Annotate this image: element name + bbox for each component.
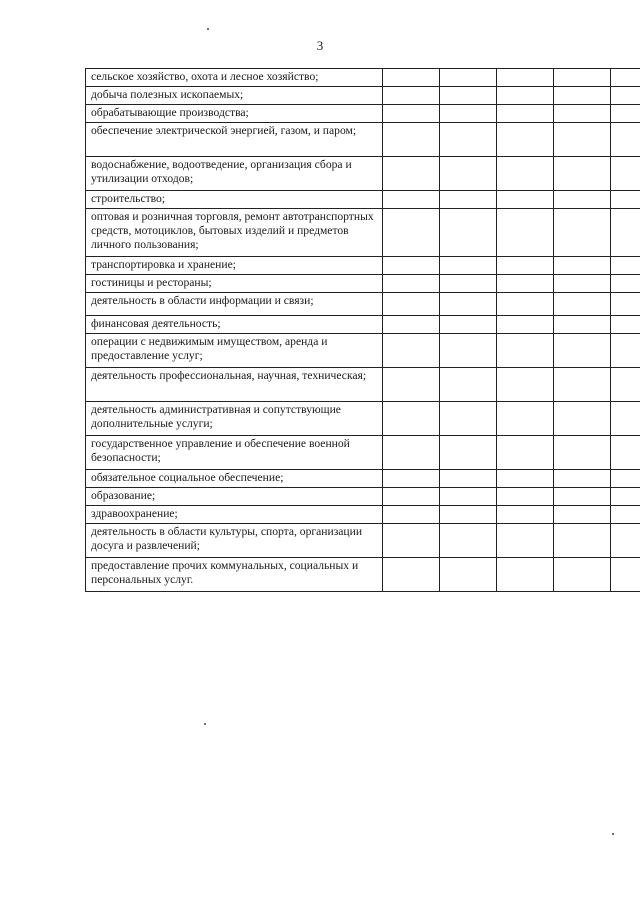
activity-label: строительство;: [86, 191, 383, 209]
empty-value-cell[interactable]: [383, 293, 440, 316]
empty-value-cell[interactable]: [554, 209, 611, 257]
table-row: [86, 275, 640, 293]
scan-speck: [207, 28, 209, 30]
empty-value-cell[interactable]: [554, 316, 611, 334]
empty-value-cell[interactable]: [383, 191, 440, 209]
empty-value-cell[interactable]: [383, 436, 440, 470]
empty-value-cell[interactable]: [611, 506, 640, 524]
empty-value-cell[interactable]: [440, 334, 497, 368]
empty-value-cell[interactable]: [554, 558, 611, 592]
empty-value-cell[interactable]: [554, 87, 611, 105]
activity-label: транспортировка и хранение;: [86, 257, 383, 275]
empty-value-cell[interactable]: [383, 69, 440, 87]
activity-label: обязательное социальное обеспечение;: [86, 470, 383, 488]
page-number: 3: [316, 38, 324, 53]
empty-value-cell[interactable]: [440, 524, 497, 558]
table-row: [86, 191, 640, 209]
scan-speck: [612, 833, 614, 835]
activity-label: водоснабжение, водоотведение, организация сбора и утилизации отходов;: [86, 157, 383, 191]
empty-value-cell[interactable]: [440, 157, 497, 191]
empty-value-cell[interactable]: [497, 293, 554, 316]
empty-value-cell[interactable]: [440, 402, 497, 436]
empty-value-cell[interactable]: [611, 334, 640, 368]
table-row: [86, 470, 640, 488]
empty-value-cell[interactable]: [611, 402, 640, 436]
empty-value-cell[interactable]: [497, 316, 554, 334]
empty-value-cell[interactable]: [554, 275, 611, 293]
empty-value-cell[interactable]: [611, 191, 640, 209]
activity-label: предоставление прочих коммунальных, социальных и персональных услуг.: [86, 558, 383, 592]
activity-label: здравоохранение;: [86, 506, 383, 524]
empty-value-cell[interactable]: [383, 334, 440, 368]
empty-value-cell[interactable]: [497, 123, 554, 157]
empty-value-cell[interactable]: [497, 257, 554, 275]
scan-speck: [204, 723, 206, 725]
table-row: [86, 209, 640, 257]
empty-value-cell[interactable]: [611, 105, 640, 123]
table-row: [86, 293, 640, 316]
empty-value-cell[interactable]: [383, 105, 440, 123]
empty-value-cell[interactable]: [383, 470, 440, 488]
empty-value-cell[interactable]: [611, 524, 640, 558]
empty-value-cell[interactable]: [554, 402, 611, 436]
empty-value-cell[interactable]: [383, 524, 440, 558]
empty-value-cell[interactable]: [611, 293, 640, 316]
empty-value-cell[interactable]: [383, 87, 440, 105]
empty-value-cell[interactable]: [611, 368, 640, 402]
empty-value-cell[interactable]: [440, 105, 497, 123]
empty-value-cell[interactable]: [440, 488, 497, 506]
table-row: [86, 257, 640, 275]
empty-value-cell[interactable]: [383, 123, 440, 157]
activities-table: [85, 68, 640, 592]
empty-value-cell[interactable]: [383, 488, 440, 506]
table-row: [86, 87, 640, 105]
empty-value-cell[interactable]: [611, 209, 640, 257]
empty-value-cell[interactable]: [554, 436, 611, 470]
activity-label: оптовая и розничная торговля, ремонт автотранспортных средств, мотоциклов, бытовых изделий и предметов личного пользования;: [86, 209, 383, 257]
empty-value-cell[interactable]: [497, 191, 554, 209]
activity-label: добыча полезных ископаемых;: [86, 87, 383, 105]
table-row: [86, 123, 640, 157]
empty-value-cell[interactable]: [497, 488, 554, 506]
table-row: [86, 316, 640, 334]
activity-label: государственное управление и обеспечение военной безопасности;: [86, 436, 383, 470]
table-row: [86, 488, 640, 506]
empty-value-cell[interactable]: [383, 368, 440, 402]
empty-value-cell[interactable]: [554, 257, 611, 275]
empty-value-cell[interactable]: [440, 368, 497, 402]
activity-label: гостиницы и рестораны;: [86, 275, 383, 293]
table-row: [86, 105, 640, 123]
empty-value-cell[interactable]: [440, 123, 497, 157]
empty-value-cell[interactable]: [611, 436, 640, 470]
empty-value-cell[interactable]: [497, 157, 554, 191]
empty-value-cell[interactable]: [383, 316, 440, 334]
empty-value-cell[interactable]: [611, 87, 640, 105]
activity-label: деятельность в области культуры, спорта, организации досуга и развлечений;: [86, 524, 383, 558]
table-row: [86, 402, 640, 436]
activity-label: обрабатывающие производства;: [86, 105, 383, 123]
empty-value-cell[interactable]: [611, 69, 640, 87]
empty-value-cell[interactable]: [383, 558, 440, 592]
empty-value-cell[interactable]: [554, 524, 611, 558]
empty-value-cell[interactable]: [440, 209, 497, 257]
activity-label: деятельность профессиональная, научная, техническая;: [86, 368, 383, 402]
empty-value-cell[interactable]: [554, 506, 611, 524]
empty-value-cell[interactable]: [383, 506, 440, 524]
table-row: [86, 368, 640, 402]
empty-value-cell[interactable]: [554, 488, 611, 506]
empty-value-cell[interactable]: [383, 157, 440, 191]
table-row: [86, 157, 640, 191]
empty-value-cell[interactable]: [554, 157, 611, 191]
empty-value-cell[interactable]: [440, 69, 497, 87]
activity-label: операции с недвижимым имуществом, аренда и предоставление услуг;: [86, 334, 383, 368]
empty-value-cell[interactable]: [497, 69, 554, 87]
activity-label: образование;: [86, 488, 383, 506]
empty-value-cell[interactable]: [611, 157, 640, 191]
activities-table-body: [86, 69, 640, 592]
empty-value-cell[interactable]: [440, 506, 497, 524]
empty-value-cell[interactable]: [383, 257, 440, 275]
empty-value-cell[interactable]: [440, 470, 497, 488]
empty-value-cell[interactable]: [383, 402, 440, 436]
empty-value-cell[interactable]: [554, 69, 611, 87]
empty-value-cell[interactable]: [497, 334, 554, 368]
empty-value-cell[interactable]: [554, 105, 611, 123]
empty-value-cell[interactable]: [383, 209, 440, 257]
empty-value-cell[interactable]: [497, 402, 554, 436]
empty-value-cell[interactable]: [611, 123, 640, 157]
empty-value-cell[interactable]: [497, 436, 554, 470]
table-row: [86, 334, 640, 368]
empty-value-cell[interactable]: [611, 316, 640, 334]
empty-value-cell[interactable]: [554, 368, 611, 402]
empty-value-cell[interactable]: [611, 558, 640, 592]
empty-value-cell[interactable]: [440, 316, 497, 334]
empty-value-cell[interactable]: [554, 191, 611, 209]
table-row: [86, 558, 640, 592]
activity-label: деятельность в области информации и связи;: [86, 293, 383, 316]
empty-value-cell[interactable]: [611, 257, 640, 275]
empty-value-cell[interactable]: [611, 488, 640, 506]
empty-value-cell[interactable]: [497, 275, 554, 293]
empty-value-cell[interactable]: [611, 275, 640, 293]
empty-value-cell[interactable]: [440, 558, 497, 592]
table-row: [86, 506, 640, 524]
empty-value-cell[interactable]: [497, 524, 554, 558]
activity-label: обеспечение электрической энергией, газом, и паром;: [86, 123, 383, 157]
empty-value-cell[interactable]: [554, 293, 611, 316]
activity-label: деятельность административная и сопутствующие дополнительные услуги;: [86, 402, 383, 436]
table-row: [86, 524, 640, 558]
empty-value-cell[interactable]: [554, 334, 611, 368]
empty-value-cell[interactable]: [497, 368, 554, 402]
empty-value-cell[interactable]: [497, 105, 554, 123]
empty-value-cell[interactable]: [440, 87, 497, 105]
empty-value-cell[interactable]: [497, 506, 554, 524]
empty-value-cell[interactable]: [440, 191, 497, 209]
empty-value-cell[interactable]: [554, 470, 611, 488]
activity-label: финансовая деятельность;: [86, 316, 383, 334]
table-row: [86, 69, 640, 87]
empty-value-cell[interactable]: [497, 209, 554, 257]
empty-value-cell[interactable]: [611, 470, 640, 488]
empty-value-cell[interactable]: [497, 470, 554, 488]
empty-value-cell[interactable]: [497, 558, 554, 592]
empty-value-cell[interactable]: [440, 275, 497, 293]
table-row: [86, 436, 640, 470]
empty-value-cell[interactable]: [440, 257, 497, 275]
activity-label: сельское хозяйство, охота и лесное хозяйство;: [86, 69, 383, 87]
empty-value-cell[interactable]: [440, 436, 497, 470]
empty-value-cell[interactable]: [497, 87, 554, 105]
empty-value-cell[interactable]: [383, 275, 440, 293]
empty-value-cell[interactable]: [440, 293, 497, 316]
empty-value-cell[interactable]: [554, 123, 611, 157]
